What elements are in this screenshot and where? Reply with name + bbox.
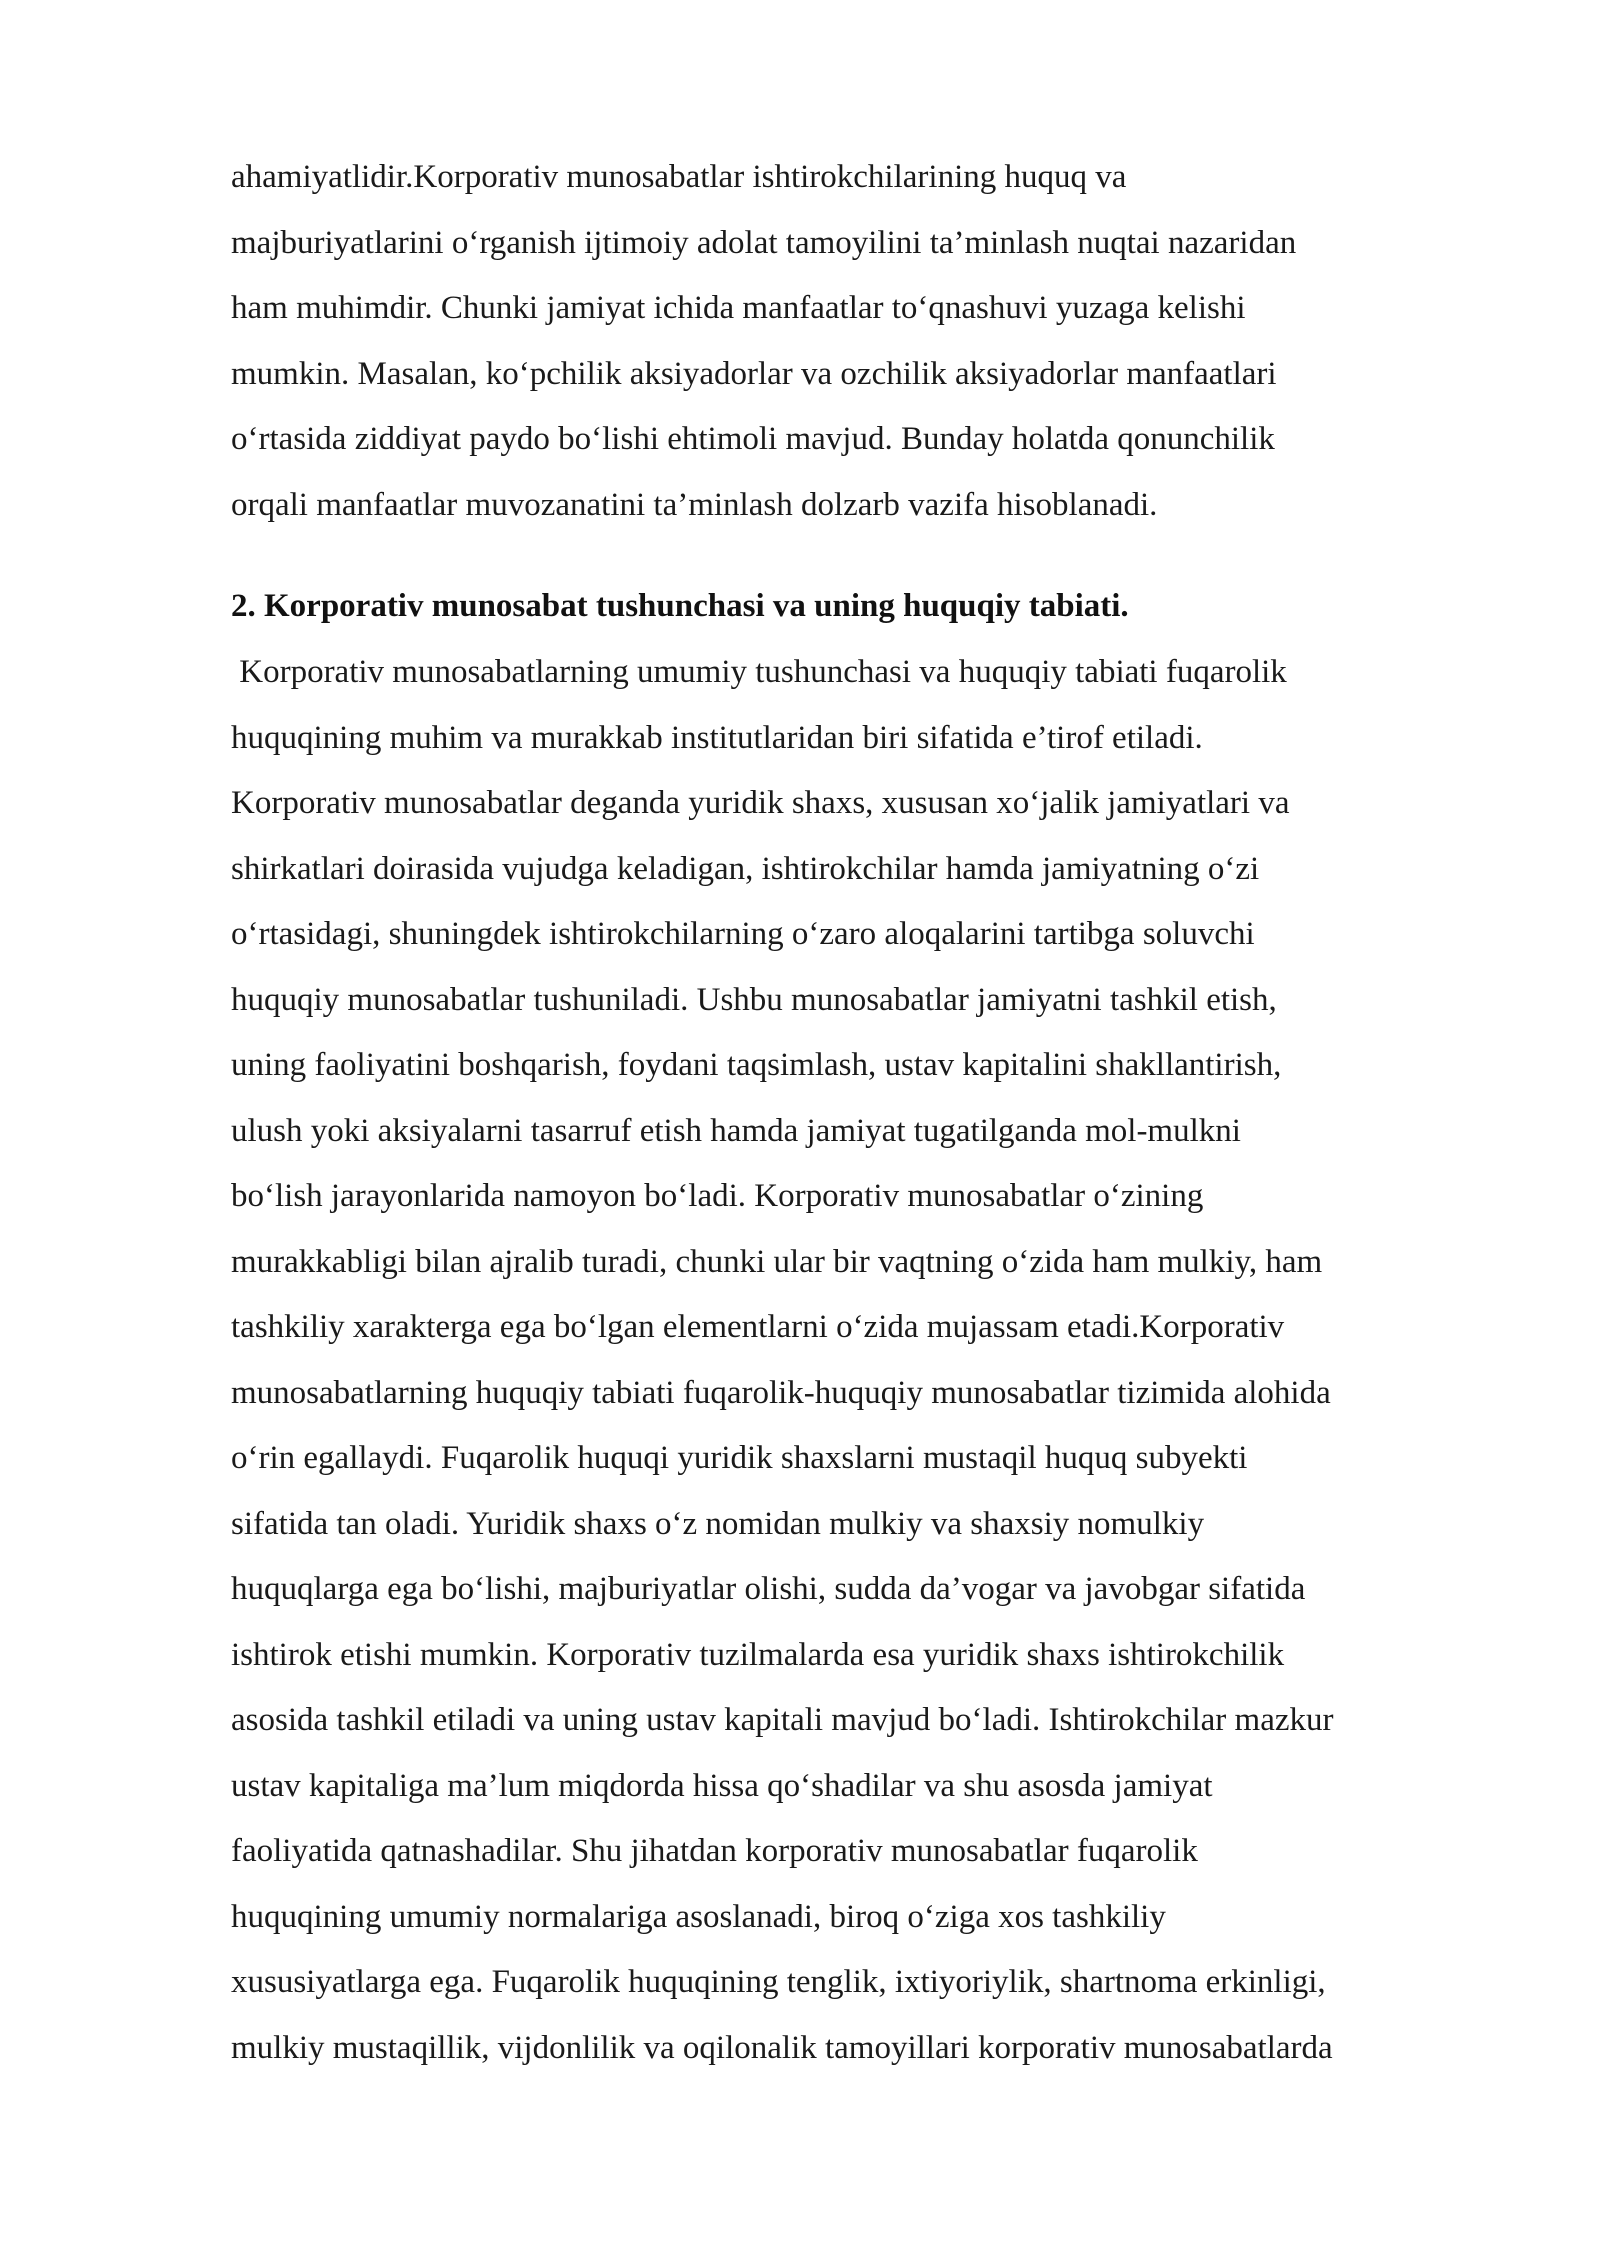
text-line: bo‘lish jarayonlarida namoyon bo‘ladi. Korporativ munosabatlar o‘zining <box>231 1178 1204 1214</box>
text-line: ustav kapitaliga ma’lum miqdorda hissa qo‘shadilar va shu asosda jamiyat <box>231 1767 1213 1804</box>
text-line: tashkiliy xarakterga ega bo‘lgan elementlarni o‘zida mujassam etadi.Korporativ <box>231 1309 1285 1345</box>
text-line: ishtirok etishi mumkin. Korporativ tuzilmalarda esa yuridik shaxs ishtirokchilik <box>231 1636 1285 1673</box>
text-line: ulush yoki aksiyalarni tasarruf etish hamda jamiyat tugatilganda mol-mulkni <box>231 1112 1241 1149</box>
text-line: huquqining umumiy normalariga asoslanadi, biroq o‘ziga xos tashkiliy <box>231 1898 1166 1935</box>
text-line: huquqlarga ega bo‘lishi, majburiyatlar olishi, sudda da’vogar va javobgar sifatida <box>231 1571 1306 1607</box>
text-line: mumkin. Masalan, ko‘pchilik aksiyadorlar va ozchilik aksiyadorlar manfaatlari <box>231 355 1277 392</box>
text-line: o‘rin egallaydi. Fuqarolik huquqi yuridik shaxslarni mustaqil huquq subyekti <box>231 1440 1248 1476</box>
text-line: sifatida tan oladi. Yuridik shaxs o‘z nomidan mulkiy va shaxsiy nomulkiy <box>231 1505 1205 1542</box>
text-line: faoliyatida qatnashadilar. Shu jihatdan korporativ munosabatlar fuqarolik <box>231 1833 1198 1869</box>
text-line: Korporativ munosabatlarning umumiy tushunchasi va huquqiy tabiati fuqarolik <box>231 654 1287 690</box>
text-line: uning faoliyatini boshqarish, foydani taqsimlash, ustav kapitalini shakllantirish, <box>231 1047 1282 1083</box>
body-paragraph-1 <box>231 145 1521 538</box>
text-line: o‘rtasidagi, shuningdek ishtirokchilarning o‘zaro aloqalarini tartibga soluvchi <box>231 916 1255 952</box>
text-line: shirkatlari doirasida vujudga keladigan, ishtirokchilar hamda jamiyatning o‘zi <box>231 850 1260 887</box>
text-line: ham muhimdir. Chunki jamiyat ichida manfaatlar to‘qnashuvi yuzaga kelishi <box>231 290 1246 326</box>
body-paragraph-2 <box>231 640 1521 2081</box>
text-line: huquqining muhim va murakkab institutlaridan biri sifatida e’tirof etiladi. <box>231 719 1203 756</box>
text-line: mulkiy mustaqillik, vijdonlilik va oqilonalik tamoyillari korporativ munosabatlarda <box>231 2029 1333 2066</box>
text-line: majburiyatlarini o‘rganish ijtimoiy adolat tamoyilini ta’minlash nuqtai nazaridan <box>231 224 1297 261</box>
text-line: Korporativ munosabatlar deganda yuridik shaxs, xususan xo‘jalik jamiyatlari va <box>231 785 1290 821</box>
text-line: orqali manfaatlar muvozanatini ta’minlash dolzarb vazifa hisoblanadi. <box>231 486 1158 523</box>
text-line: o‘rtasida ziddiyat paydo bo‘lishi ehtimoli mavjud. Bunday holatda qonunchilik <box>231 421 1275 457</box>
text-line: munosabatlarning huquqiy tabiati fuqarolik-huquqiy munosabatlar tizimida alohida <box>231 1374 1331 1411</box>
section-heading: 2. Korporativ munosabat tushunchasi va uning huquqiy tabiati. <box>231 588 1129 624</box>
text-line: ahamiyatlidir.Korporativ munosabatlar ishtirokchilarining huquq va <box>231 159 1127 195</box>
text-line: murakkabligi bilan ajralib turadi, chunki ular bir vaqtning o‘zida ham mulkiy, ham <box>231 1243 1323 1280</box>
text-line: xususiyatlarga ega. Fuqarolik huquqining tenglik, ixtiyoriylik, shartnoma erkinligi, <box>231 1964 1326 2000</box>
text-line: asosida tashkil etiladi va uning ustav kapitali mavjud bo‘ladi. Ishtirokchilar mazkur <box>231 1702 1334 1738</box>
text-line: huquqiy munosabatlar tushuniladi. Ushbu munosabatlar jamiyatni tashkil etish, <box>231 981 1277 1018</box>
